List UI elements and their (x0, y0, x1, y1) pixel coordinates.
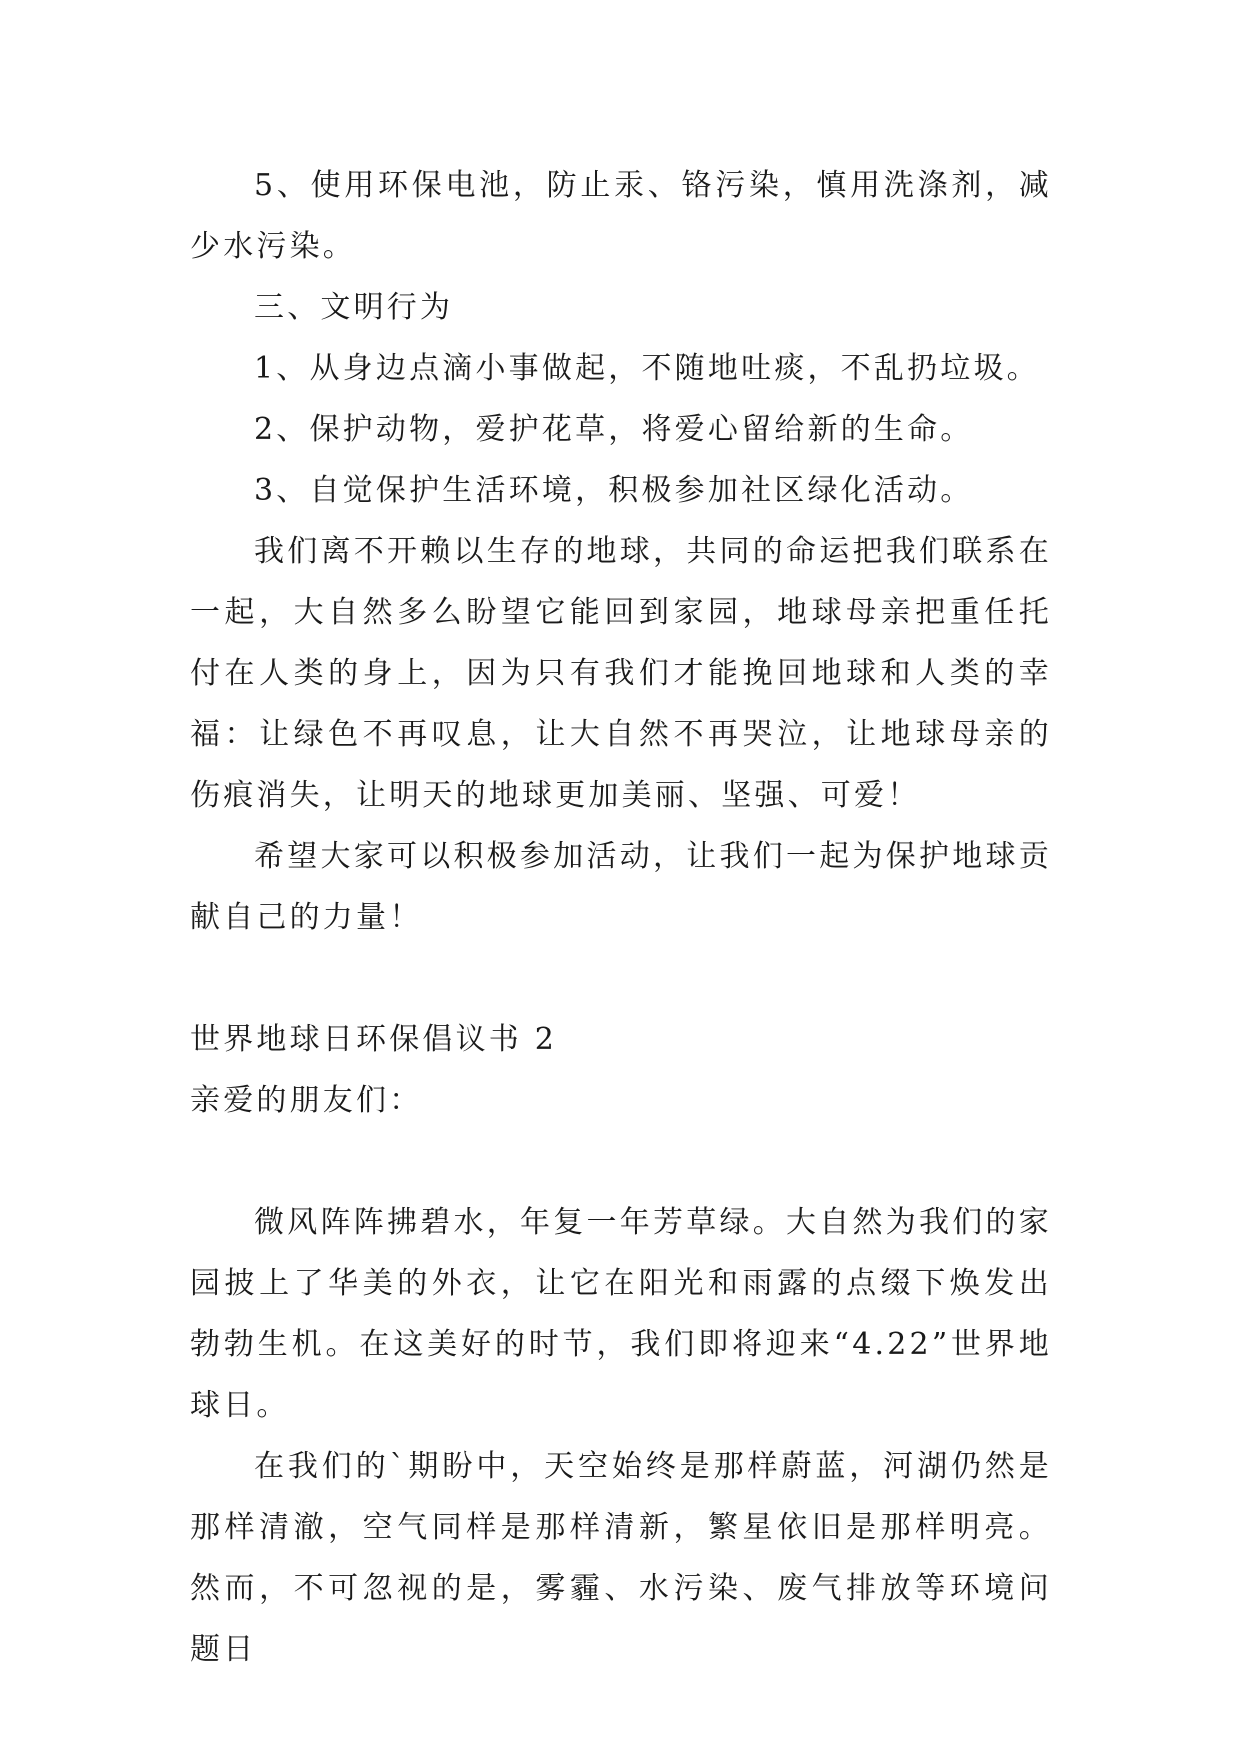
list-item: 1、从身边点滴小事做起，不随地吐痰，不乱扔垃圾。 (254, 351, 1040, 386)
list-item: 3、自觉保护生活环境，积极参加社区绿化活动。 (254, 473, 974, 508)
list-item: 2、保护动物，爱护花草，将爱心留给新的生命。 (254, 412, 974, 447)
greeting: 亲爱的朋友们： (190, 1083, 423, 1118)
section-heading: 三、文明行为 (254, 290, 454, 325)
document-body (190, 155, 1052, 1680)
body-paragraph: 5、使用环保电池，防止汞、铬污染，慎用洗涤剂，减少水污染。 (190, 168, 1052, 264)
body-paragraph: 希望大家可以积极参加活动，让我们一起为保护地球贡献自己的力量！ (190, 839, 1052, 935)
body-paragraph: 微风阵阵拂碧水，年复一年芳草绿。大自然为我们的家园披上了华美的外衣，让它在阳光和雨露的点缀下焕发出勃勃生机。在这美好的时节，我们即将迎来“4.22”世界地球日。 (190, 1205, 1052, 1423)
body-paragraph: 我们离不开赖以生存的地球，共同的命运把我们联系在一起，大自然多么盼望它能回到家园，地球母亲把重任托付在人类的身上，因为只有我们才能挽回地球和人类的幸福：让绿色不再叹息，让大自然不再哭泣，让地球母亲的伤痕消失，让明天的地球更加美丽、坚强、可爱！ (190, 534, 1052, 813)
document-title: 世界地球日环保倡议书 2 (190, 1022, 558, 1057)
body-paragraph: 在我们的`期盼中，天空始终是那样蔚蓝，河湖仍然是那样清澈，空气同样是那样清新，繁星依旧是那样明亮。然而，不可忽视的是，雾霾、水污染、废气排放等环境问题日 (190, 1449, 1052, 1667)
